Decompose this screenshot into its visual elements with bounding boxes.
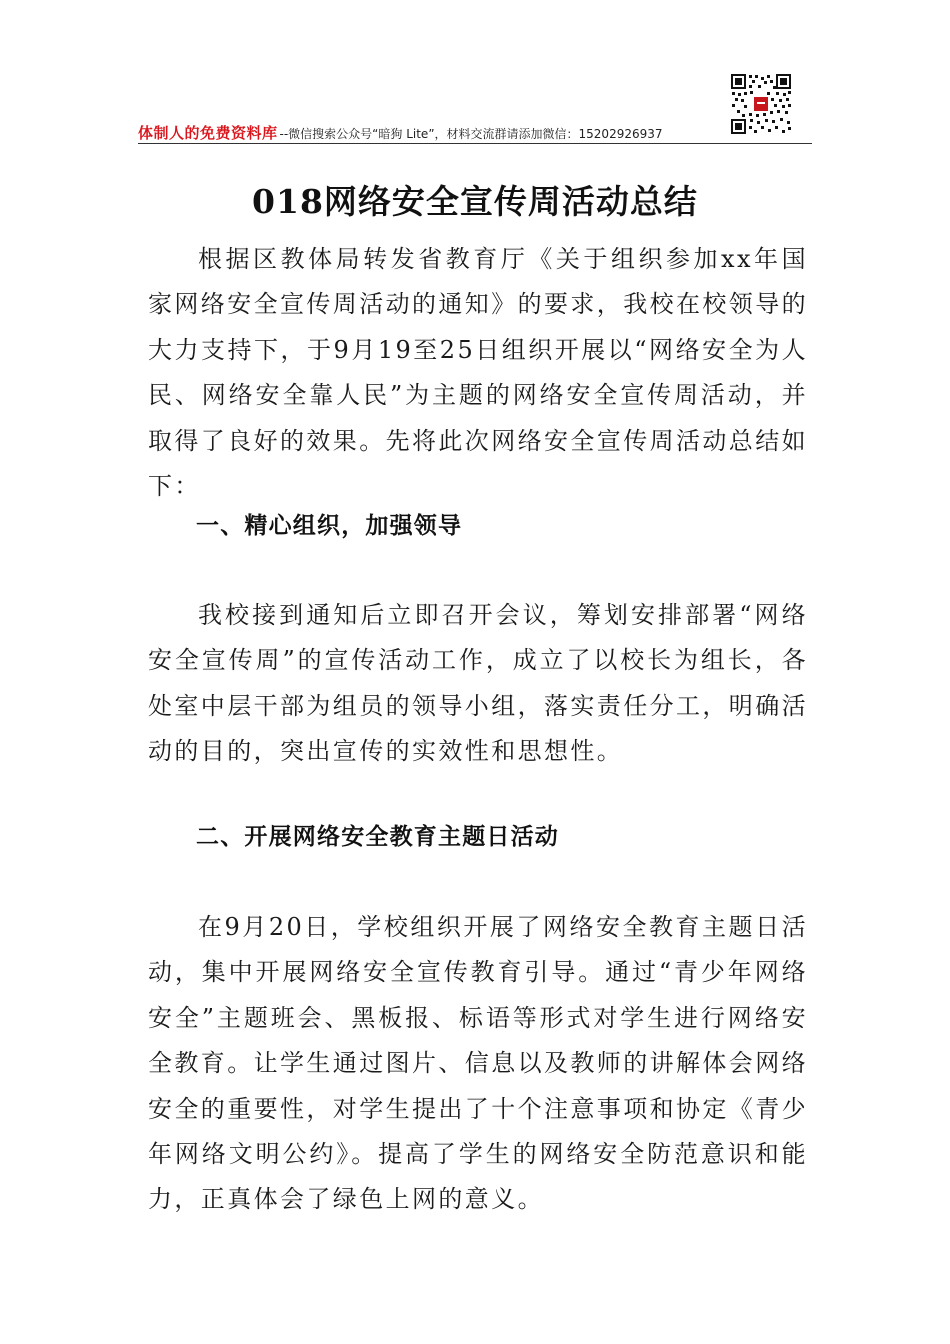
section-body-1: 我校接到通知后立即召开会议，筹划安排部署“网络安全宣传周”的宣传活动工作，成立了以校长为组长，各处室中层干部为组员的领导小组，落实责任分工，明确活动的目的，突出宣传的实效性和思想性。 [148, 601, 808, 766]
section-heading-1: 一、精心组织，加强领导 [196, 513, 463, 539]
document-title: 018网络安全宣传周活动总结 [252, 182, 698, 222]
header-note: --微信搜索公众号“暗狗 Lite”，材料交流群请添加微信：15202926937 [279, 127, 663, 141]
section-heading-2: 二、开展网络安全教育主题日活动 [196, 824, 559, 850]
header-divider [138, 143, 812, 144]
header-brand: 体制人的免费资料库 [138, 124, 278, 142]
section-body-2: 在9月20日，学校组织开展了网络安全教育主题日活动，集中开展网络安全宣传教育引导。通过“青少年网络安全”主题班会、黑板报、标语等形式对学生进行网络安全教育。让学生通过图片、信息以及教师的讲解体会网络安全的重要性，对学生提出了十个注意事项和协定《青少年网络文明公约》。提高了学生的网络安全防范意识和能力，正真体会了绿色上网的意义。 [148, 913, 808, 1214]
intro-paragraph: 根据区教体局转发省教育厅《关于组织参加xx年国家网络安全宣传周活动的通知》的要求，我校在校领导的大力支持下，于9月19至25日组织开展以“网络安全为人民、网络安全靠人民”为主题的网络安全宣传周活动，并取得了良好的效果。先将此次网络安全宣传周活动总结如下： [148, 245, 808, 501]
page-header [138, 122, 812, 144]
